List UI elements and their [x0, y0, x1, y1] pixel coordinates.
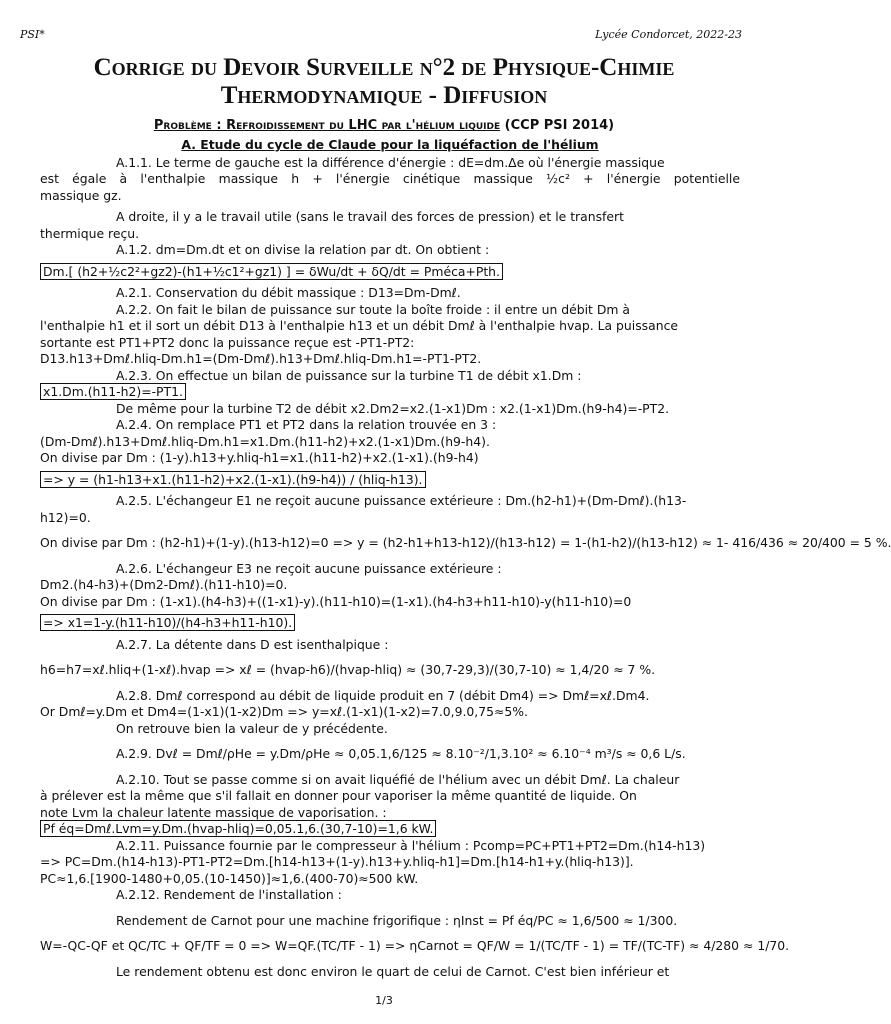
text-line: A.2.11. Puissance fournie par le compresseur à l'hélium : Pcomp=PC+PT1+PT2=Dm.(h14-h13)	[116, 837, 706, 853]
text-line: l'enthalpie h1 et il sort un débit D13 à l'enthalpie h13 et un débit Dmℓ à l'enthalpie hvap. La puissance	[40, 318, 679, 333]
text-line: A.2.10. Tout se passe comme si on avait liquéfié de l'hélium avec un débit Dmℓ. La chaleur	[116, 771, 680, 787]
text-line: (Dm-Dmℓ).h13+Dmℓ.hliq-Dm.h1=x1.Dm.(h11-h2)+x2.(1-x1)Dm.(h9-h4).	[40, 433, 490, 449]
equation-line: A.2.9. Dvℓ = Dmℓ/ρHe = y.Dm/ρHe ≈ 0,05.1,6/125 ≈ 8.10⁻²/1,3.10² ≈ 6.10⁻⁴ m³/s ≈ 0,6 L/s.	[116, 746, 686, 761]
text-line: On divise par Dm : (1-y).h13+y.hliq-h1=x1.(h11-h2)+x2.(1-x1).(h9-h4)	[40, 450, 479, 465]
text-line: à prélever est la même que s'il fallait en donner pour vaporiser la même quantité de liquide. On	[40, 788, 637, 803]
text-line: massique gz.	[40, 187, 122, 203]
equation-line: Rendement de Carnot pour une machine frigorifique : ηInst = Pf éq/PC ≈ 1,6/500 ≈ 1/300.	[116, 912, 678, 928]
document-title: Corrige du Devoir Surveille n°2 de Physique-Chimie	[93, 54, 675, 81]
equation-line: PC≈1,6.[1900-1480+0,05.(10-1450)]≈1,6.(400-70)≈500 kW.	[40, 870, 419, 886]
text-line: Or Dmℓ=y.Dm et Dm4=(1-x1)(1-x2)Dm => y=xℓ.(1-x1)(1-x2)=7.0,9.0,75≈5%.	[40, 704, 528, 719]
text-line: On divise par Dm : (1-x1).(h4-h3)+((1-x1)-y).(h11-h10)=(1-x1).(h4-h3+h11-h10)-y(h11-h10)=0	[40, 593, 632, 609]
text-line: A.1.2. dm=Dm.dt et on divise la relation par dt. On obtient :	[116, 242, 490, 257]
equation-line: On divise par Dm : (h2-h1)+(1-y).(h13-h12)=0 => y = (h2-h1+h13-h12)/(h13-h12) = 1-(h1-h2)/(h13-h12) ≈ 1- 416/436 ≈ 20/400 = 5 %.	[40, 535, 891, 550]
document-subtitle: Thermodynamique - Diffusion	[220, 82, 548, 109]
text-line: A.1.1. Le terme de gauche est la différence d'énergie : dE=dm.Δe où l'énergie massique	[116, 154, 665, 170]
equation-line: => y = (h1-h13+x1.(h11-h2)+x2.(1-x1).(h9-h4)) / (hliq-h13).	[40, 472, 740, 489]
problem-label: Problème : Refroidissement du LHC par l'hélium liquide	[153, 118, 501, 133]
page-number: 1/3	[375, 994, 393, 1007]
text-line: On retrouve bien la valeur de y précédente.	[116, 720, 388, 736]
document-body	[40, 137, 891, 980]
equation-line: => x1=1-y.(h11-h10)/(h4-h3+h11-h10).	[40, 615, 740, 632]
text-line: A droite, il y a le travail utile (sans le travail des forces de pression) et le transfert	[116, 209, 624, 224]
text-line: A.2.1. Conservation du débit massique : D13=Dm-Dmℓ.	[116, 285, 461, 300]
text-line: A.2.12. Rendement de l'installation :	[116, 887, 342, 902]
equation-line: => PC=Dm.(h14-h13)-PT1-PT2=Dm.[h14-h13+(1-y).h13+y.hliq-h1]=Dm.[h14-h1+y.(hliq-h13)].	[40, 854, 634, 869]
text-line: A.2.8. Dmℓ correspond au débit de liquide produit en 7 (débit Dm4) => Dmℓ=xℓ.Dm4.	[116, 687, 650, 703]
text-line: Dm2.(h4-h3)+(Dm2-Dmℓ).(h11-h10)=0.	[40, 577, 288, 592]
text-line: A.2.7. La détente dans D est isenthalpique :	[116, 636, 389, 652]
text-line: D13.h13+Dmℓ.hliq-Dm.h1=(Dm-Dmℓ).h13+Dmℓ.hliq-Dm.h1=-PT1-PT2.	[40, 351, 482, 366]
equation-line: W=-QC-QF et QC/TC + QF/TF = 0 => W=QF.(TC/TF - 1) => ηCarnot = QF/W = 1/(TC/TF - 1) = TF/(TC-TF) ≈ 4/280 ≈ 1/70.	[40, 938, 790, 953]
text-line: h12)=0.	[40, 509, 91, 525]
section-heading: A. Etude du cycle de Claude pour la liquéfaction de l'hélium	[181, 137, 599, 152]
text-line: A.2.3. On effectue un bilan de puissance sur la turbine T1 de débit x1.Dm :	[116, 367, 582, 383]
equation-line: x1.Dm.(h11-h2)=-PT1.	[40, 384, 740, 401]
problem-source: (CCP PSI 2014)	[504, 118, 615, 133]
equation-line: Pf éq=Dmℓ.Lvm=y.Dm.(hvap-hliq)=0,05.1,6.(30,7-10)=1,6 kW.	[40, 821, 740, 838]
text-line: De même pour la turbine T2 de débit x2.Dm2=x2.(1-x1)Dm : x2.(1-x1)Dm.(h9-h4)=-PT2.	[116, 400, 670, 416]
text-line: est égale à l'enthalpie massique h + l'énergie cinétique massique ½c² + l'énergie potentielle	[40, 171, 740, 186]
text-line: thermique reçu.	[40, 225, 140, 241]
header-right: Lycée Condorcet, 2022-23	[595, 28, 742, 41]
text-line: A.2.4. On remplace PT1 et PT2 dans la relation trouvée en 3 :	[116, 417, 497, 432]
text-line: A.2.6. L'échangeur E3 ne reçoit aucune puissance extérieure :	[116, 560, 502, 576]
text-line: note Lvm la chaleur latente massique de vaporisation. :	[40, 804, 387, 820]
text-line: A.2.2. On fait le bilan de puissance sur toute la boîte froide : il entre un débit Dm à	[116, 301, 630, 317]
problem-heading	[0, 118, 768, 133]
equation-line: Dm.[ (h2+½c2²+gz2)-(h1+½c1²+gz1) ] = δWu/dt + δQ/dt = Pméca+Pth.	[40, 264, 740, 281]
text-line: Le rendement obtenu est donc environ le quart de celui de Carnot. C'est bien inférieur et	[116, 963, 670, 979]
equation-line: h6=h7=xℓ.hliq+(1-xℓ).hvap => xℓ = (hvap-h6)/(hvap-hliq) ≈ (30,7-29,3)/(30,7-10) ≈ 1,4/20 ≈ 7 %.	[40, 662, 656, 677]
header-left: PSI*	[20, 28, 45, 41]
text-line: sortante est PT1+PT2 donc la puissance reçue est -PT1-PT2:	[40, 334, 415, 350]
text-line: A.2.5. L'échangeur E1 ne reçoit aucune puissance extérieure : Dm.(h2-h1)+(Dm-Dmℓ).(h13-	[116, 493, 687, 508]
